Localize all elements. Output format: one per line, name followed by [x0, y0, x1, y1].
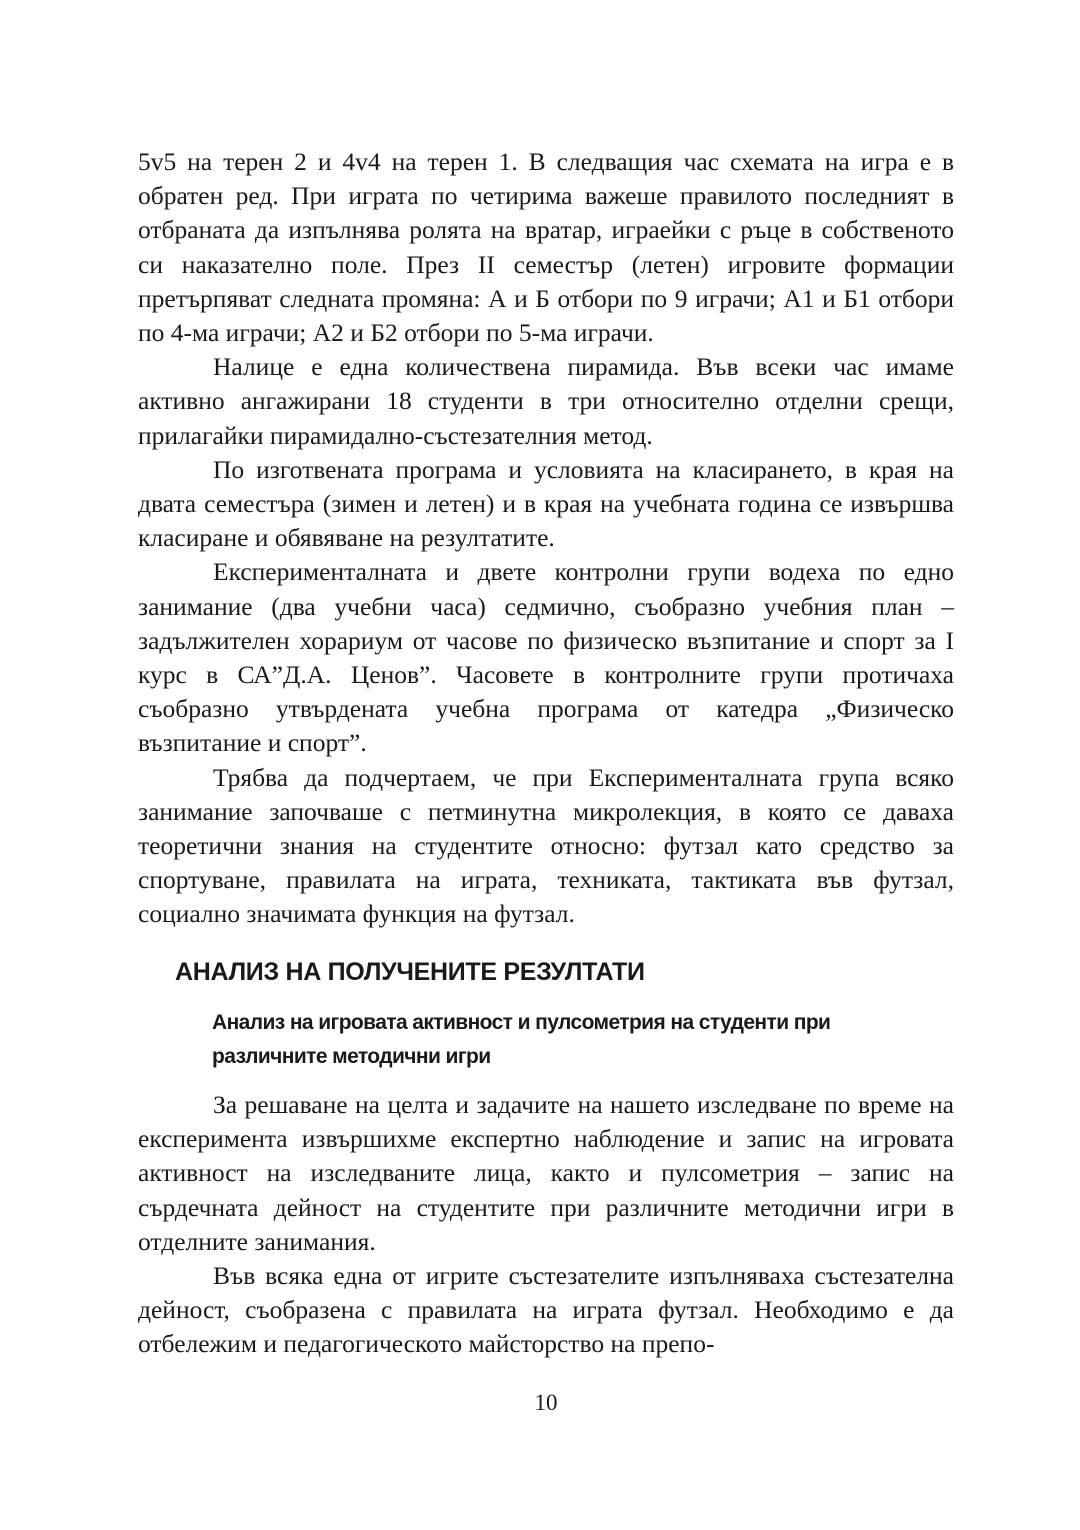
subsection-heading-line: Анализ на игровата активност и пулсометрия на студенти при: [212, 1011, 831, 1034]
paragraph: Трябва да подчертаем, че при Експерименталната група всяко занимание започваше с петминутна микролекция, в която се даваха теоретични знания на студентите относно: футзал като средство за спортуване, правилата на играта, техниката, тактиката във футзал, социално значимата функция на футзал.: [138, 762, 954, 929]
subsection-heading: [212, 1006, 932, 1074]
subsection-heading-line: различните методични игри: [212, 1045, 491, 1068]
paragraph: Във всяка една от игрите състезателите изпълняваха състезателна дейност, съобразена с правилата на играта футзал. Необходимо е да отбележим и педагогическото майсторство на препо-: [138, 1261, 954, 1359]
paragraph: Налице е една количествена пирамида. Във всеки час имаме активно ангажирани 18 студенти в три относително отделни срещи, прилагайки пирамидално-състезателния метод.: [138, 352, 954, 450]
body-text-top: [138, 145, 954, 932]
paragraph: За решаване на целта и задачите на нашето изследване по време на експеримента извършихме експертно наблюдение и запис на игровата активност на изследваните лица, както и пулсометрия – запис на сърдечната дейност на студентите при различните методични игри в отделните занимания.: [138, 1090, 954, 1256]
paragraph: По изготвената програма и условията на класирането, в края на двата семестъра (зимен и летен) и в края на учебната година се извършва класиране и обявяване на резултатите.: [138, 454, 954, 553]
section-heading: АНАЛИЗ НА ПОЛУЧЕНИТЕ РЕЗУЛТАТИ: [175, 958, 645, 986]
paragraph: 5v5 на терен 2 и 4v4 на терен 1. В следващия час схемата на игра е в обратен ред. При играта по четирима важеше правилото последният в отбраната да изпълнява ролята на вратар, играейки с ръце в собственото си наказателно поле. През II семестър (летен) игровите формации претърпяват следната промяна: А и Б отбори по 9 играчи; А1 и Б1 отбори по 4-ма играчи; А2 и Б2 отбори по 5-ма играчи.: [138, 147, 954, 348]
body-text-bottom: [138, 1088, 954, 1362]
page-number: 10: [534, 1390, 558, 1415]
paragraph: Експерименталната и двете контролни групи водеха по едно занимание (два учебни часа) седмично, съобразно учебния план – задължителен хорариум от часове по физическо възпитание и спорт за I курс в СА”Д.А. Ценов”. Часовете в контролните групи протичаха съобразно утвърдената учебна програма от катедра „Физическо възпитание и спорт”.: [138, 557, 954, 758]
